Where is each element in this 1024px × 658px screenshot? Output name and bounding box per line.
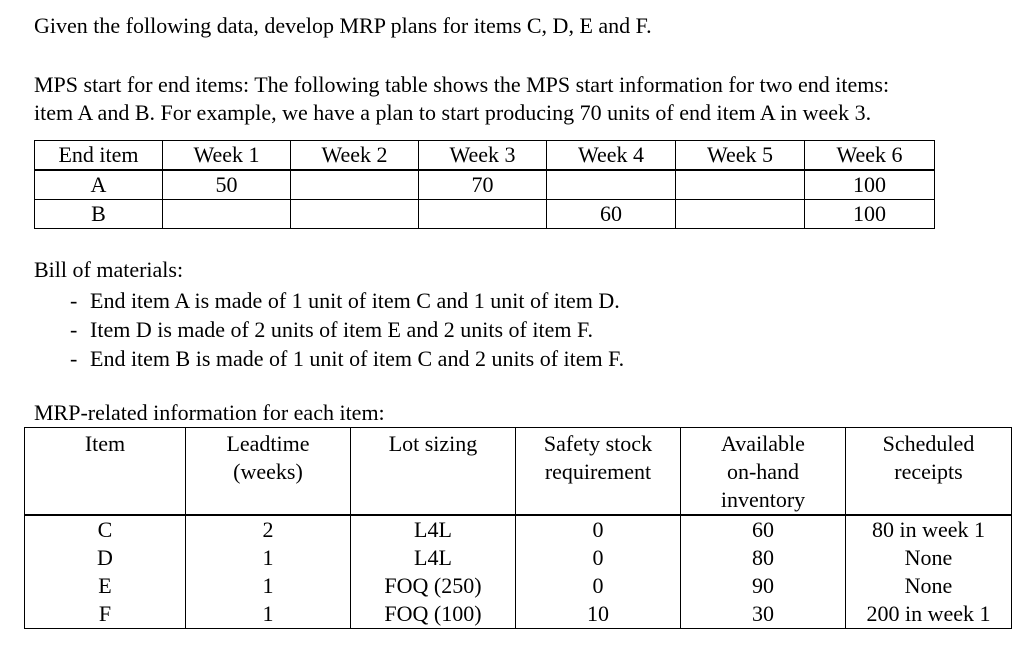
- mrp-header-row: [25, 428, 1012, 516]
- intro-text: Given the following data, develop MRP plans for items C, D, E and F.: [34, 13, 652, 38]
- mps-header-cell: End item: [35, 141, 163, 171]
- mps-cell: A: [35, 170, 163, 200]
- mps-cell: 100: [805, 170, 935, 200]
- bom-list: [70, 286, 624, 373]
- mrp-cell: FOQ (100): [351, 600, 516, 629]
- mps-cell: [676, 170, 805, 200]
- mps-table: [34, 140, 935, 229]
- bom-item-text: End item B is made of 1 unit of item C and 2 units of item F.: [90, 346, 625, 371]
- mrp-row-d: [25, 544, 1012, 572]
- bullet-dash: -: [70, 288, 78, 313]
- mps-header-row: [35, 141, 935, 171]
- mrp-cell: 0: [516, 544, 681, 572]
- mrp-row-e: [25, 572, 1012, 600]
- mps-cell: 60: [547, 200, 676, 229]
- mrp-cell: 60: [681, 515, 846, 544]
- mrp-cell: 0: [516, 515, 681, 544]
- bom-item: [70, 286, 624, 315]
- mps-cell: 100: [805, 200, 935, 229]
- bullet-dash: -: [70, 317, 78, 342]
- mrp-info-table: [24, 427, 1012, 629]
- mrp-cell: 80: [681, 544, 846, 572]
- bom-title: Bill of materials:: [34, 257, 184, 282]
- mps-cell: [291, 200, 419, 229]
- mrp-cell: 1: [186, 572, 351, 600]
- mps-header-cell: Week 1: [163, 141, 291, 171]
- mrp-cell: None: [846, 544, 1012, 572]
- mrp-row-c: [25, 515, 1012, 544]
- bom-item-text: End item A is made of 1 unit of item C and 1 unit of item D.: [90, 288, 620, 313]
- mps-cell: [163, 200, 291, 229]
- mps-header-cell: Week 2: [291, 141, 419, 171]
- mrp-cell: F: [25, 600, 186, 629]
- bom-item: [70, 344, 624, 373]
- mps-header-cell: Week 6: [805, 141, 935, 171]
- mrp-cell: 0: [516, 572, 681, 600]
- mrp-cell: None: [846, 572, 1012, 600]
- mps-description-line-2: item A and B. For example, we have a plan to start producing 70 units of end item A in week 3.: [34, 100, 872, 125]
- bullet-dash: -: [70, 346, 78, 371]
- mrp-cell: 90: [681, 572, 846, 600]
- mps-header-cell: Week 5: [676, 141, 805, 171]
- mps-cell: 50: [163, 170, 291, 200]
- mrp-cell: L4L: [351, 544, 516, 572]
- mps-cell: [676, 200, 805, 229]
- mrp-cell: 80 in week 1: [846, 515, 1012, 544]
- mps-cell: 70: [419, 170, 547, 200]
- mrp-cell: C: [25, 515, 186, 544]
- mrp-row-f: [25, 600, 1012, 629]
- mrp-cell: D: [25, 544, 186, 572]
- bom-item: [70, 315, 624, 344]
- mrp-header-leadtime: Leadtime (weeks): [186, 428, 351, 516]
- mps-row-a: [35, 170, 935, 200]
- mps-cell: [291, 170, 419, 200]
- mrp-cell: 10: [516, 600, 681, 629]
- mrp-header-safety-stock: Safety stock requirement: [516, 428, 681, 516]
- mrp-header-available-inventory: Available on-hand inventory: [681, 428, 846, 516]
- mrp-cell: 200 in week 1: [846, 600, 1012, 629]
- mps-header-cell: Week 4: [547, 141, 676, 171]
- mrp-cell: E: [25, 572, 186, 600]
- mps-cell: B: [35, 200, 163, 229]
- mrp-cell: 1: [186, 544, 351, 572]
- mps-cell: [547, 170, 676, 200]
- mps-cell: [419, 200, 547, 229]
- mrp-cell: 30: [681, 600, 846, 629]
- mps-row-b: [35, 200, 935, 229]
- mrp-cell: 1: [186, 600, 351, 629]
- mps-header-cell: Week 3: [419, 141, 547, 171]
- mrp-header-item: Item: [25, 428, 186, 516]
- mrp-cell: 2: [186, 515, 351, 544]
- mrp-cell: FOQ (250): [351, 572, 516, 600]
- mps-description-line-1: MPS start for end items: The following table shows the MPS start information for two end items:: [34, 72, 890, 97]
- mrp-title: MRP-related information for each item:: [34, 400, 385, 425]
- bom-item-text: Item D is made of 2 units of item E and 2 units of item F.: [90, 317, 593, 342]
- mrp-header-lot-sizing: Lot sizing: [351, 428, 516, 516]
- mrp-header-scheduled-receipts: Scheduled receipts: [846, 428, 1012, 516]
- mrp-cell: L4L: [351, 515, 516, 544]
